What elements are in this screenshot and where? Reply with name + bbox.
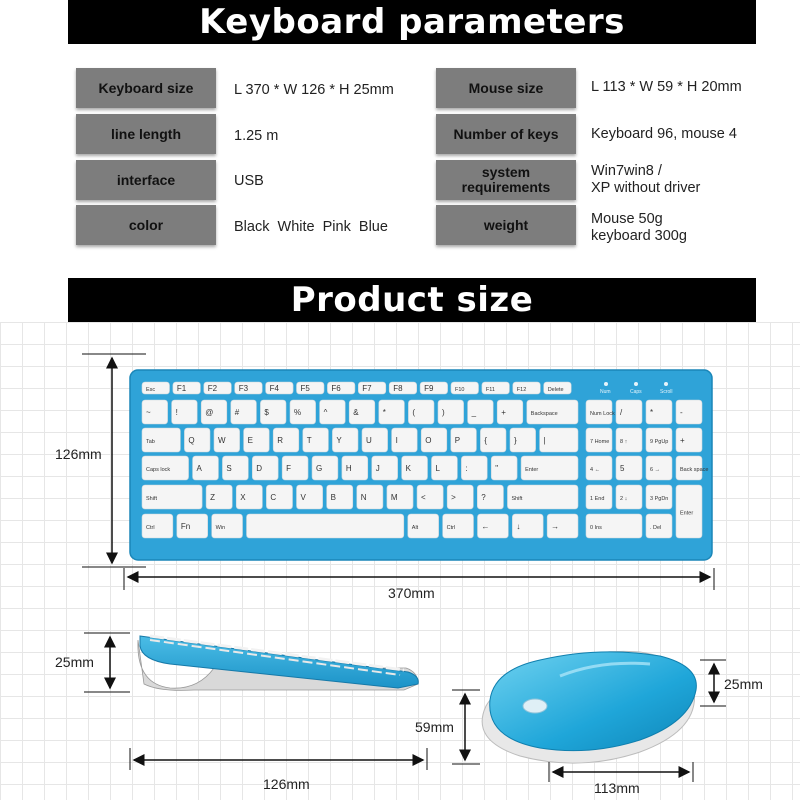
key [417, 485, 443, 509]
key [142, 400, 168, 424]
key [357, 485, 383, 509]
key [290, 400, 316, 424]
key [212, 514, 243, 538]
key-label: 5 [620, 464, 625, 473]
numpad-key [676, 400, 702, 424]
key-label: # [234, 408, 240, 417]
numpad-key [586, 400, 615, 424]
key [297, 382, 325, 394]
key-label: Enter [680, 510, 694, 517]
parameters-banner: Keyboard parameters [68, 0, 756, 44]
key-label: Ctrl [146, 525, 155, 531]
key [512, 514, 543, 538]
key-label: Shift [511, 496, 523, 502]
numpad-key [616, 400, 642, 424]
key [342, 456, 368, 480]
key [214, 428, 240, 452]
key [206, 485, 232, 509]
numpad-key [646, 514, 672, 538]
key [184, 428, 210, 452]
param-value-interface: USB [234, 173, 264, 189]
key [527, 400, 578, 424]
keyboard-length-label: 370mm [388, 585, 435, 601]
key-label: ! [175, 408, 178, 417]
key-label: > [451, 493, 456, 502]
key-label: I [395, 436, 398, 445]
key [389, 382, 417, 394]
key-label: Esc [146, 387, 156, 393]
key [447, 485, 473, 509]
key-label: Tab [146, 439, 155, 445]
numpad-key [616, 428, 642, 452]
key-label: / [620, 408, 623, 417]
numpad-key [646, 428, 672, 452]
key-label: ~ [146, 408, 151, 417]
key [222, 456, 248, 480]
key [142, 485, 202, 509]
key [362, 428, 388, 452]
key-label: F12 [516, 387, 527, 393]
key-label: F [286, 464, 292, 473]
key [231, 400, 257, 424]
key [282, 456, 308, 480]
key [266, 485, 292, 509]
numpad-key [586, 456, 612, 480]
key-label: T [306, 436, 312, 445]
key [402, 456, 428, 480]
indicator-label: Scroll [660, 389, 673, 395]
key-label: . Del [650, 525, 662, 531]
key [273, 428, 299, 452]
param-label-weight: weight [436, 205, 576, 245]
param-label-line-length: line length [76, 114, 216, 154]
param-value-keyboard-size: L 370 * W 126 * H 25mm [234, 82, 394, 98]
param-value-mouse-size: L 113 * W 59 * H 20mm [591, 79, 742, 95]
key-label: F10 [455, 387, 465, 393]
numpad-key [586, 485, 612, 509]
key [247, 514, 404, 538]
key [235, 382, 263, 394]
key [204, 382, 232, 394]
key [510, 428, 536, 452]
key-label: } [514, 436, 517, 445]
numpad-key [646, 485, 672, 509]
key [236, 485, 262, 509]
key-label: Delete [547, 387, 564, 393]
key-label: $ [264, 408, 269, 417]
key-label: " [495, 464, 499, 473]
key [420, 382, 448, 394]
key-label: + [680, 436, 685, 445]
key-label: B [330, 493, 336, 502]
key [312, 456, 338, 480]
key-label: ? [481, 493, 486, 502]
mouse-length-label: 113mm [594, 780, 640, 796]
param-value-line-length: 1.25 m [234, 128, 279, 144]
key [142, 382, 170, 394]
key [491, 456, 517, 480]
key-label: L [435, 464, 440, 473]
key-label: Backspace [530, 411, 558, 417]
key-label: H [345, 464, 352, 473]
key-label: ^ [323, 408, 328, 417]
key [320, 400, 346, 424]
key-label: C [270, 493, 277, 502]
key-label: W [218, 436, 226, 445]
key-label: Alt [411, 525, 419, 531]
key-label: Back space [680, 467, 709, 473]
key-label: F7 [362, 384, 372, 393]
key-label: Z [210, 493, 215, 502]
key-label: + [501, 408, 506, 417]
key-label: F11 [485, 387, 495, 393]
key-label: 8 ↑ [620, 439, 628, 445]
numpad-key [676, 485, 702, 538]
param-label-system-requirements: system requirements [436, 160, 576, 200]
key [358, 382, 386, 394]
key [349, 400, 375, 424]
key [468, 400, 494, 424]
product-size-banner: Product size [68, 278, 756, 322]
key-label: F1 [176, 384, 187, 393]
key-label: M [390, 493, 398, 502]
key [252, 456, 278, 480]
key-label: ) [442, 408, 445, 417]
key-label: N [360, 493, 367, 502]
keyboard-top-view [130, 370, 712, 560]
key [451, 382, 479, 394]
numpad-key [616, 456, 642, 480]
key [387, 485, 413, 509]
param-label-interface: interface [76, 160, 216, 200]
keyboard-thickness-label: 25mm [55, 654, 94, 670]
key-label: G [316, 464, 323, 473]
key-label: V [300, 493, 306, 502]
numpad-key [646, 400, 672, 424]
key-label: F3 [238, 384, 249, 393]
key-label: Caps lock [146, 467, 171, 473]
param-label-color: color [76, 205, 216, 245]
key-label: Q [188, 436, 195, 445]
key-label: F8 [393, 384, 403, 393]
key-label: X [240, 493, 246, 502]
mouse-height-label: 25mm [724, 676, 763, 692]
key-label: 0 Ins [590, 525, 602, 531]
key-label: K [405, 464, 411, 473]
key-label: U [366, 436, 372, 445]
indicator-light [604, 382, 608, 386]
key [379, 400, 405, 424]
key-label: 4 ← [590, 467, 601, 473]
key-label: & [353, 408, 359, 417]
key-label: 2 ↓ [620, 496, 628, 502]
key [513, 382, 541, 394]
key [177, 514, 208, 538]
key-label: F2 [207, 384, 218, 393]
key-label: - [680, 408, 683, 417]
key [482, 382, 510, 394]
key [477, 514, 508, 538]
key-label: | [543, 436, 546, 445]
key-label: E [247, 436, 253, 445]
key [438, 400, 464, 424]
key-label: Shift [146, 496, 158, 502]
key [521, 456, 578, 480]
key-label: O [425, 436, 432, 445]
key-label: Fn [180, 522, 191, 531]
key-label: 6 → [650, 467, 661, 473]
key [392, 428, 418, 452]
key-label: J [375, 464, 380, 473]
indicator-label: Num [600, 389, 611, 395]
key-label: → [551, 522, 560, 531]
key [372, 456, 398, 480]
key [461, 456, 487, 480]
key-label: ↓ [516, 522, 521, 531]
key [480, 428, 506, 452]
key [408, 400, 434, 424]
key-label: S [226, 464, 232, 473]
key-label: P [454, 436, 461, 445]
numpad-key [586, 428, 612, 452]
keyboard-height-label: 126mm [55, 446, 102, 462]
key-label: < [421, 493, 426, 502]
key-label: @ [205, 408, 214, 417]
key [431, 456, 457, 480]
key [327, 382, 355, 394]
key [332, 428, 358, 452]
numpad-key [586, 514, 642, 538]
key [451, 428, 477, 452]
key-label: F5 [300, 384, 310, 393]
mouse-illustration [482, 651, 696, 763]
indicator-light [634, 382, 638, 386]
param-label-number-of-keys: Number of keys [436, 114, 576, 154]
key [193, 456, 219, 480]
numpad-key [676, 428, 702, 452]
mouse-width-label: 59mm [415, 719, 454, 735]
indicator-label: Caps [630, 389, 642, 395]
param-value-system-requirements: Win7win8 / XP without driver [591, 163, 701, 196]
mouse-length-dimension [549, 762, 693, 782]
key [507, 485, 578, 509]
key [421, 428, 447, 452]
key-label: * [382, 408, 386, 417]
key-label: F4 [269, 384, 279, 393]
numpad-key [646, 456, 672, 480]
key-label: F6 [331, 384, 341, 393]
key-label: 1 End [590, 496, 605, 502]
key [244, 428, 270, 452]
key [477, 485, 503, 509]
key-label: { [484, 436, 488, 445]
key-label: D [256, 464, 263, 473]
key-label: _ [471, 408, 477, 417]
key [142, 456, 189, 480]
key-label: R [277, 436, 283, 445]
key-label: Enter [525, 467, 539, 473]
key [497, 400, 523, 424]
key-label: Y [336, 436, 342, 445]
param-label-keyboard-size: Keyboard size [76, 68, 216, 108]
key-label: A [196, 464, 202, 473]
param-label-mouse-size: Mouse size [436, 68, 576, 108]
numpad-key [616, 485, 642, 509]
key [540, 428, 578, 452]
key [443, 514, 474, 538]
key [544, 382, 572, 394]
key [303, 428, 329, 452]
param-value-number-of-keys: Keyboard 96, mouse 4 [591, 126, 737, 142]
param-value-color: Black White Pink Blue [234, 219, 388, 235]
key-label: Num Lock [590, 411, 615, 417]
key [266, 382, 294, 394]
mouse-height-dimension [700, 660, 726, 706]
key-label: * [650, 408, 654, 417]
key-label: % [294, 408, 302, 417]
key [297, 485, 323, 509]
key-label: 9 PgUp [650, 439, 669, 445]
key [260, 400, 286, 424]
key-label: ← [481, 522, 490, 531]
key-label: : [465, 464, 468, 473]
keyboard-depth-label: 126mm [263, 776, 310, 792]
mouse-width-dimension [452, 690, 480, 764]
key-label: 3 PgDn [650, 496, 669, 502]
key [142, 514, 173, 538]
key-label: Ctrl [446, 525, 456, 531]
keyboard-depth-dimension [130, 748, 427, 770]
key [142, 428, 180, 452]
keyboard-side-view [138, 636, 418, 690]
key [547, 514, 578, 538]
key-label: 7 Home [590, 439, 610, 445]
param-value-weight: Mouse 50g keyboard 300g [591, 211, 687, 244]
key [173, 382, 201, 394]
key-label: Win [215, 525, 226, 531]
key [327, 485, 353, 509]
key-label: ( [412, 408, 416, 417]
key [201, 400, 227, 424]
key [172, 400, 198, 424]
key [408, 514, 439, 538]
indicator-light [664, 382, 668, 386]
key-label: F9 [424, 384, 434, 393]
